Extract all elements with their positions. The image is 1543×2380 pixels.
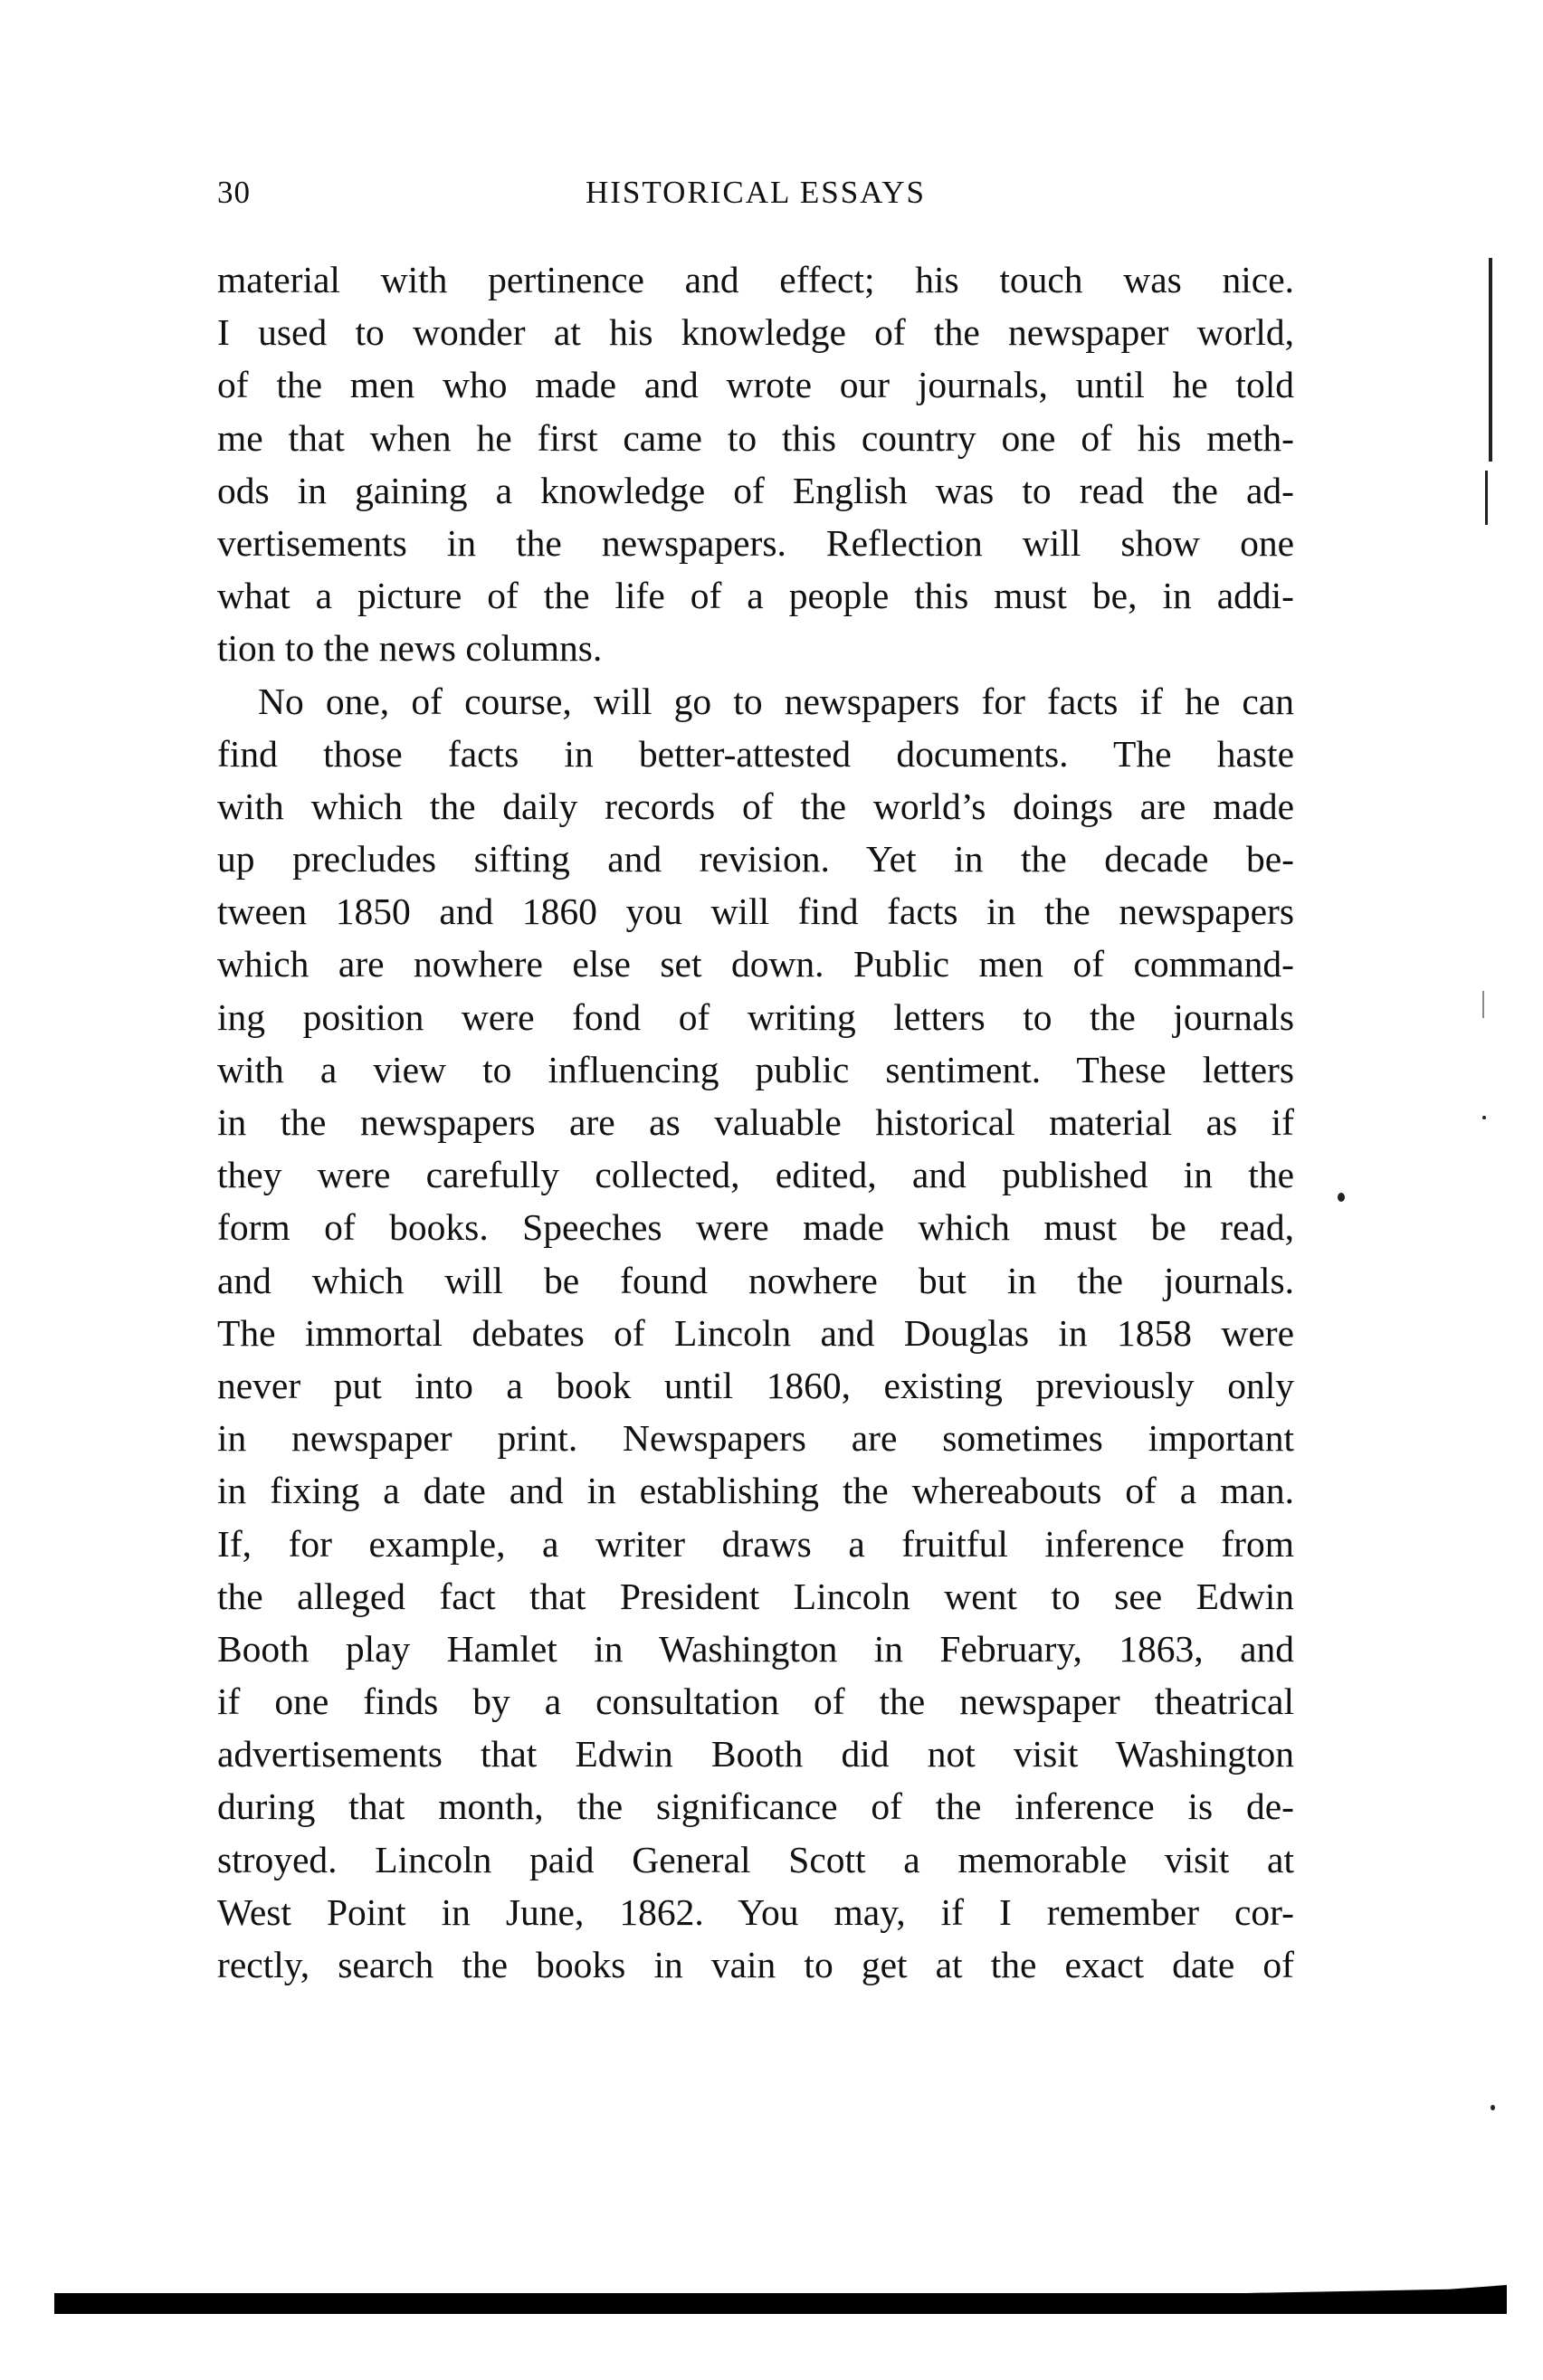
text-line: which are nowhere else set down. Public men of command- xyxy=(217,943,1294,985)
essay-body xyxy=(217,253,1294,1991)
margin-mark xyxy=(1489,258,1492,462)
text-line: in newspaper print. Newspapers are sometimes important xyxy=(217,1417,1294,1460)
text-line: what a picture of the life of a people this must be, in addi- xyxy=(217,575,1294,617)
page-header xyxy=(217,175,1294,220)
text-line: Booth play Hamlet in Washington in February, 1863, and xyxy=(217,1627,1294,1670)
page-number: 30 xyxy=(217,175,251,210)
text-line: me that when he first came to this country one of his meth- xyxy=(217,416,1294,459)
text-line: If, for example, a writer draws a fruitful inference from xyxy=(217,1522,1294,1565)
text-line: find those facts in better-attested documents. The haste xyxy=(217,732,1294,775)
text-line: in the newspapers are as valuable historical material as if xyxy=(217,1101,1294,1143)
text-line: No one, of course, will go to newspapers for facts if he can xyxy=(258,680,1294,722)
text-line: during that month, the significance of the inference is de- xyxy=(217,1785,1294,1828)
text-line: of the men who made and wrote our journals, until he told xyxy=(217,364,1294,406)
text-line: stroyed. Lincoln paid General Scott a memorable visit at xyxy=(217,1838,1294,1880)
running-head: HISTORICAL ESSAYS xyxy=(586,175,926,210)
text-line: advertisements that Edwin Booth did not visit Washington xyxy=(217,1733,1294,1775)
text-line: material with pertinence and effect; his touch was nice. xyxy=(217,259,1294,300)
text-line: with which the daily records of the world’s doings are made xyxy=(217,785,1294,827)
scan-edge-bar xyxy=(54,2285,1507,2314)
text-line: form of books. Speeches were made which must be read, xyxy=(217,1206,1294,1249)
margin-mark xyxy=(1485,471,1488,525)
scan-speck xyxy=(1482,1116,1486,1119)
text-line: they were carefully collected, edited, and published in the xyxy=(217,1154,1294,1196)
text-line: never put into a book until 1860, existing previously only xyxy=(217,1364,1294,1406)
text-line: vertisements in the newspapers. Reflection will show one xyxy=(217,521,1294,564)
text-line: I used to wonder at his knowledge of the newspaper world, xyxy=(217,311,1294,354)
scan-speck xyxy=(1482,991,1484,1018)
text-line: ods in gaining a knowledge of English was to read the ad- xyxy=(217,469,1294,511)
text-line: if one finds by a consultation of the newspaper theatrical xyxy=(217,1680,1294,1723)
scan-speck xyxy=(1491,2105,1495,2110)
text-line: The immortal debates of Lincoln and Douglas in 1858 were xyxy=(217,1311,1294,1354)
text-line: rectly, search the books in vain to get at the exact date of xyxy=(217,1944,1294,1985)
text-line: tion to the news columns. xyxy=(217,627,603,670)
text-line: the alleged fact that President Lincoln went to see Edwin xyxy=(217,1575,1294,1617)
scan-speck xyxy=(1338,1193,1345,1202)
text-line: ing position were fond of writing letters to the journals xyxy=(217,995,1294,1038)
text-line: up precludes sifting and revision. Yet in the decade be- xyxy=(217,838,1294,881)
text-line: West Point in June, 1862. You may, if I remember cor- xyxy=(217,1890,1294,1933)
text-line: tween 1850 and 1860 you will find facts in the newspapers xyxy=(217,890,1294,933)
text-line: with a view to influencing public sentiment. These letters xyxy=(217,1048,1294,1090)
text-line: in fixing a date and in establishing the whereabouts of a man. xyxy=(217,1470,1294,1512)
text-line: and which will be found nowhere but in the journals. xyxy=(217,1259,1294,1301)
